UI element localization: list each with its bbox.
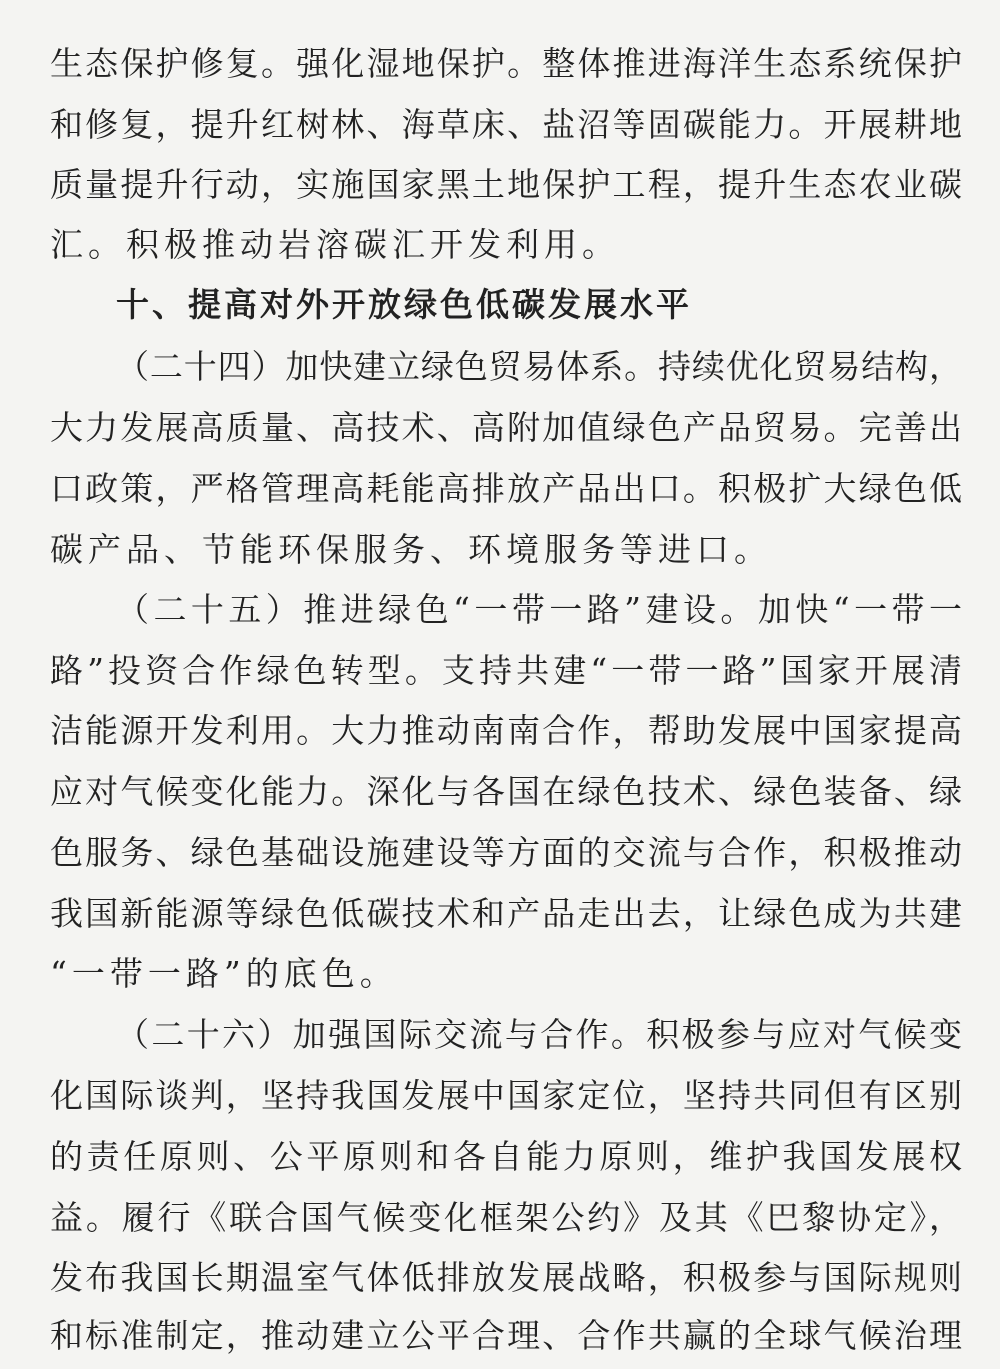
text-line: 路”投资合作绿色转型。支持共建“一带一路”国家开展清	[50, 651, 962, 690]
text-line: 洁能源开发利用。大力推动南南合作，帮助发展中国家提高	[50, 711, 962, 750]
text-line: 色服务、绿色基础设施建设等方面的交流与合作，积极推动	[50, 833, 962, 872]
text-line: （二十五）推进绿色“一带一路”建设。加快“一带一	[116, 590, 962, 629]
text-line: 我国新能源等绿色低碳技术和产品走出去，让绿色成为共建	[50, 894, 962, 933]
text-line: 碳产品、节能环保服务、环境服务等进口。	[50, 530, 772, 569]
text-line: 质量提升行动，实施国家黑土地保护工程，提升生态农业碳	[50, 165, 962, 204]
text-line: 和修复，提升红树林、海草床、盐沼等固碳能力。开展耕地	[50, 105, 962, 144]
text-line: 生态保护修复。强化湿地保护。整体推进海洋生态系统保护	[50, 44, 962, 83]
text-line: （二十四）加快建立绿色贸易体系。持续优化贸易结构，	[116, 347, 962, 386]
text-line: 的责任原则、公平原则和各自能力原则，维护我国发展权	[50, 1137, 962, 1176]
text-line: 口政策，严格管理高耗能高排放产品出口。积极扩大绿色低	[50, 469, 962, 508]
text-line: 发布我国长期温室气体低排放发展战略，积极参与国际规则	[50, 1258, 962, 1297]
text-line: “一带一路”的底色。	[50, 954, 398, 993]
text-line: 益。履行《联合国气候变化框架公约》及其《巴黎协定》，	[50, 1198, 962, 1237]
text-line: 汇。积极推动岩溶碳汇开发利用。	[50, 225, 620, 264]
text-line: （二十六）加强国际交流与合作。积极参与应对气候变	[116, 1015, 962, 1054]
text-line: 化国际谈判，坚持我国发展中国家定位，坚持共同但有区别	[50, 1076, 962, 1115]
text-line: 和标准制定，推动建立公平合理、合作共赢的全球气候治理	[50, 1316, 962, 1355]
section-heading: 十、提高对外开放绿色低碳发展水平	[116, 285, 692, 324]
text-line: 应对气候变化能力。深化与各国在绿色技术、绿色装备、绿	[50, 772, 962, 811]
text-line: 大力发展高质量、高技术、高附加值绿色产品贸易。完善出	[50, 408, 962, 447]
